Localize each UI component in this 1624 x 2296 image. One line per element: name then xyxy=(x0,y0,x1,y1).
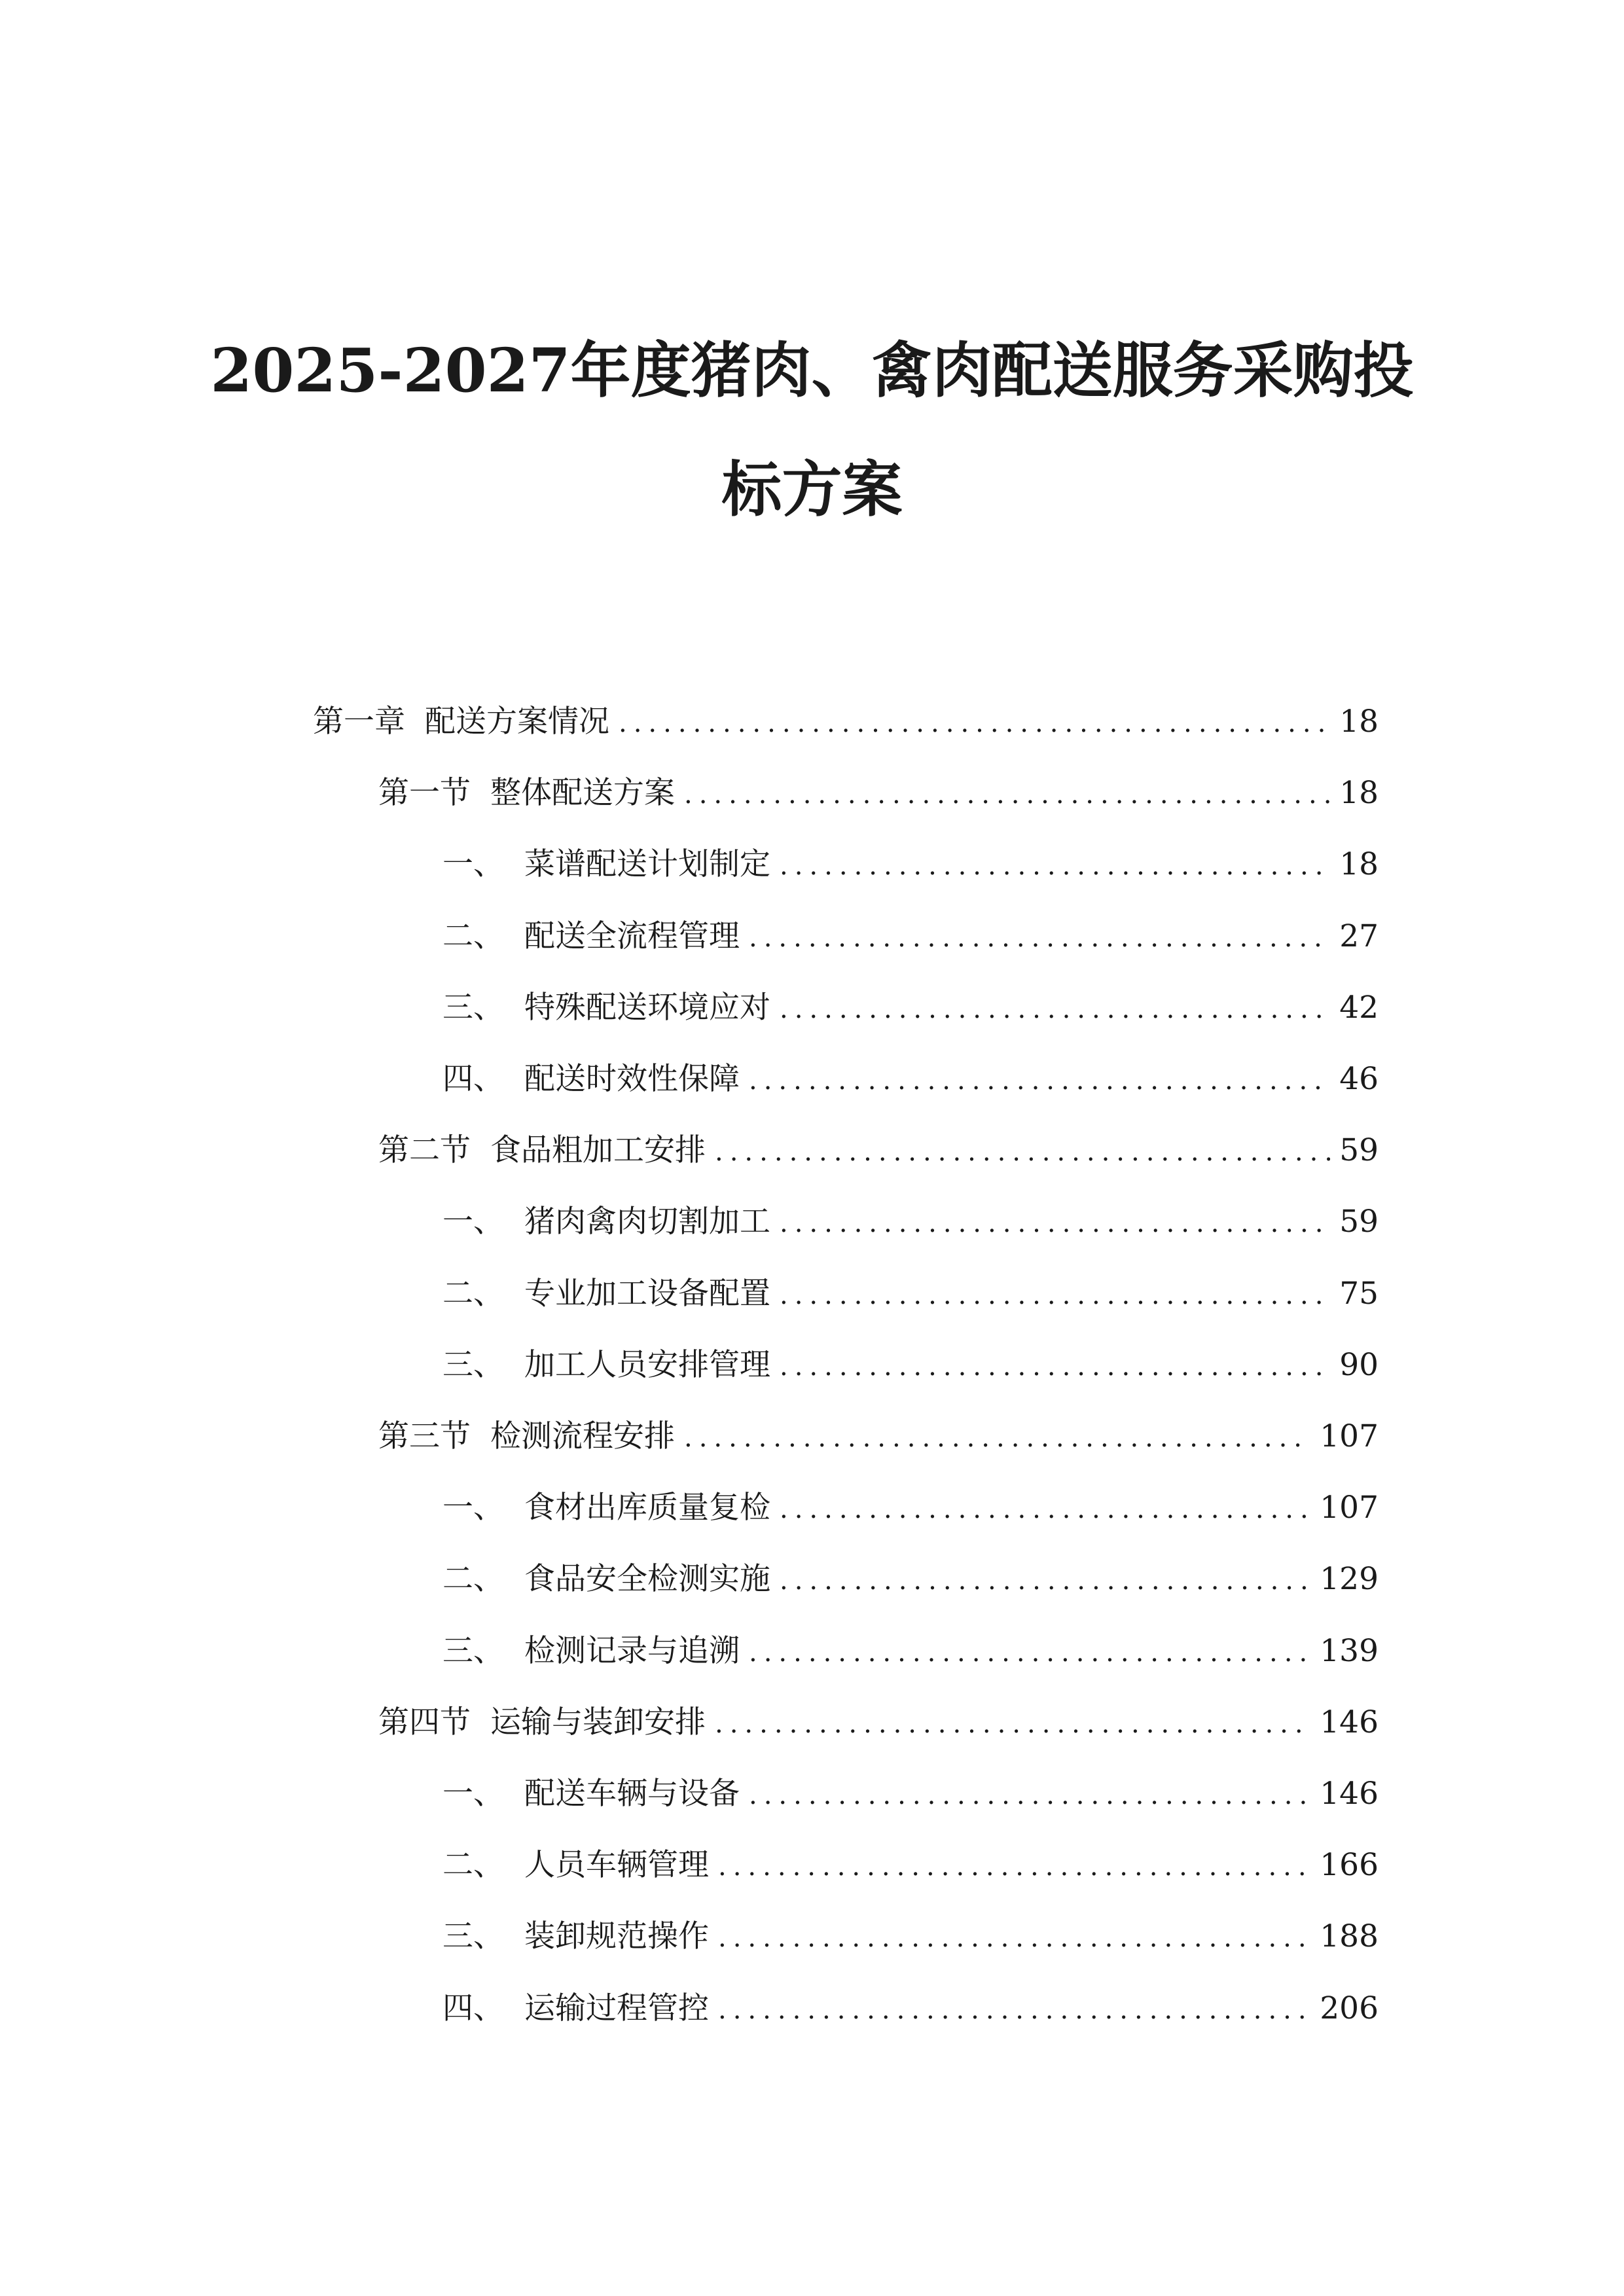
toc-dot-leader xyxy=(715,1129,1330,1175)
toc-entry-number: 二、 xyxy=(442,1561,504,1597)
toc-dot-leader xyxy=(780,1558,1310,1604)
toc-entry[interactable] xyxy=(378,1128,1379,1174)
toc-entry[interactable] xyxy=(378,1700,1379,1746)
toc-entry-number: 一、 xyxy=(442,1776,504,1812)
toc-page-number: 166 xyxy=(1320,1847,1379,1883)
toc-dot-leader xyxy=(718,1987,1310,2033)
toc-entry[interactable] xyxy=(442,914,1379,960)
toc-entry-number: 四、 xyxy=(442,1061,504,1097)
toc-entry[interactable] xyxy=(442,842,1379,888)
toc-entry[interactable] xyxy=(442,1914,1379,1960)
toc-page-number: 206 xyxy=(1320,1990,1379,2026)
toc-entry[interactable] xyxy=(442,1986,1379,2032)
toc-page-number: 18 xyxy=(1339,846,1379,882)
toc-entry[interactable] xyxy=(442,1342,1379,1388)
toc-entry[interactable] xyxy=(442,1199,1379,1245)
toc-dot-leader xyxy=(780,1200,1330,1246)
toc-dot-leader xyxy=(684,1415,1310,1461)
toc-entry-title: 配送全流程管理 xyxy=(524,918,740,954)
toc-page-number: 27 xyxy=(1339,918,1379,954)
toc-dot-leader xyxy=(749,1630,1310,1676)
toc-entry[interactable] xyxy=(442,985,1379,1031)
toc-page-number: 146 xyxy=(1320,1776,1379,1812)
toc-entry[interactable] xyxy=(442,1842,1379,1888)
toc-page-number: 42 xyxy=(1339,990,1379,1026)
toc-page-number: 59 xyxy=(1339,1204,1379,1240)
toc-entry-number: 一、 xyxy=(442,1490,504,1526)
toc-entry-title: 整体配送方案 xyxy=(490,775,675,811)
toc-entry-title: 运输与装卸安排 xyxy=(490,1704,706,1740)
toc-page-number: 129 xyxy=(1320,1561,1379,1597)
toc-page-number: 18 xyxy=(1339,775,1379,811)
toc-entry-title: 检测记录与追溯 xyxy=(524,1633,740,1669)
toc-entry-number: 第四节 xyxy=(378,1704,471,1740)
toc-entry-number: 四、 xyxy=(442,1990,504,2026)
toc-entry-title: 装卸规范操作 xyxy=(524,1918,709,1954)
toc-entry[interactable] xyxy=(442,1556,1379,1602)
toc-entry[interactable] xyxy=(442,1485,1379,1531)
toc-dot-leader xyxy=(718,1915,1310,1961)
toc-entry-title: 食品粗加工安排 xyxy=(490,1132,706,1168)
toc-entry-title: 配送方案情况 xyxy=(425,704,609,740)
toc-entry-number: 第二节 xyxy=(378,1132,471,1168)
toc-entry-title: 食品安全检测实施 xyxy=(524,1561,770,1597)
toc-entry-number: 三、 xyxy=(442,1633,504,1669)
toc-dot-leader xyxy=(684,772,1330,817)
toc-entry-number: 三、 xyxy=(442,1347,504,1383)
toc-entry-number: 第三节 xyxy=(378,1418,471,1454)
toc-entry-title: 加工人员安排管理 xyxy=(524,1347,770,1383)
toc-entry[interactable] xyxy=(442,1771,1379,1817)
toc-page-number: 59 xyxy=(1339,1132,1379,1168)
toc-entry-number: 一、 xyxy=(442,846,504,882)
toc-page-number: 146 xyxy=(1320,1704,1379,1740)
toc-dot-leader xyxy=(780,986,1330,1032)
toc-dot-leader xyxy=(619,700,1330,746)
toc-page-number: 18 xyxy=(1339,704,1379,740)
toc-dot-leader xyxy=(749,915,1330,961)
toc-entry-title: 菜谱配送计划制定 xyxy=(524,846,770,882)
toc-entry-title: 运输过程管控 xyxy=(524,1990,709,2026)
toc-page-number: 139 xyxy=(1320,1633,1379,1669)
toc-entry-number: 三、 xyxy=(442,990,504,1026)
toc-entry[interactable] xyxy=(442,1056,1379,1102)
toc-page-number: 188 xyxy=(1320,1918,1379,1954)
toc-dot-leader xyxy=(718,1844,1310,1890)
document-title-line-2: 标方案 xyxy=(721,454,903,525)
toc-entry[interactable] xyxy=(378,1414,1379,1460)
toc-entry[interactable] xyxy=(442,1628,1379,1674)
toc-entry-title: 食材出库质量复检 xyxy=(524,1490,770,1526)
toc-entry[interactable] xyxy=(313,699,1379,745)
toc-page-number: 90 xyxy=(1339,1347,1379,1383)
toc-entry-number: 三、 xyxy=(442,1918,504,1954)
toc-entry-number: 一、 xyxy=(442,1204,504,1240)
toc-dot-leader xyxy=(749,1772,1310,1818)
toc-page-number: 46 xyxy=(1339,1061,1379,1097)
toc-entry-title: 猪肉禽肉切割加工 xyxy=(524,1204,770,1240)
toc-entry[interactable] xyxy=(378,770,1379,816)
toc-page-number: 107 xyxy=(1320,1490,1379,1526)
toc-entry-title: 检测流程安排 xyxy=(490,1418,675,1454)
toc-dot-leader xyxy=(780,843,1330,889)
toc-entry-title: 配送车辆与设备 xyxy=(524,1776,740,1812)
toc-entry-title: 专业加工设备配置 xyxy=(524,1276,770,1312)
toc-entry-title: 配送时效性保障 xyxy=(524,1061,740,1097)
document-title-line-1: 2025-2027年度猪肉、禽肉配送服务采购投 xyxy=(210,335,1414,406)
toc-page-number: 107 xyxy=(1320,1418,1379,1454)
toc-entry[interactable] xyxy=(442,1271,1379,1317)
toc-dot-leader xyxy=(749,1058,1330,1103)
toc-dot-leader xyxy=(780,1272,1330,1318)
toc-entry-title: 人员车辆管理 xyxy=(524,1847,709,1883)
toc-dot-leader xyxy=(780,1486,1310,1532)
toc-dot-leader xyxy=(715,1701,1310,1747)
toc-entry-number: 第一节 xyxy=(378,775,471,811)
toc-entry-number: 二、 xyxy=(442,1847,504,1883)
toc-entry-number: 二、 xyxy=(442,1276,504,1312)
toc-entry-title: 特殊配送环境应对 xyxy=(524,990,770,1026)
toc-entry-number: 第一章 xyxy=(313,704,405,740)
toc-entry-number: 二、 xyxy=(442,918,504,954)
toc-dot-leader xyxy=(780,1344,1330,1390)
toc-page-number: 75 xyxy=(1339,1276,1379,1312)
